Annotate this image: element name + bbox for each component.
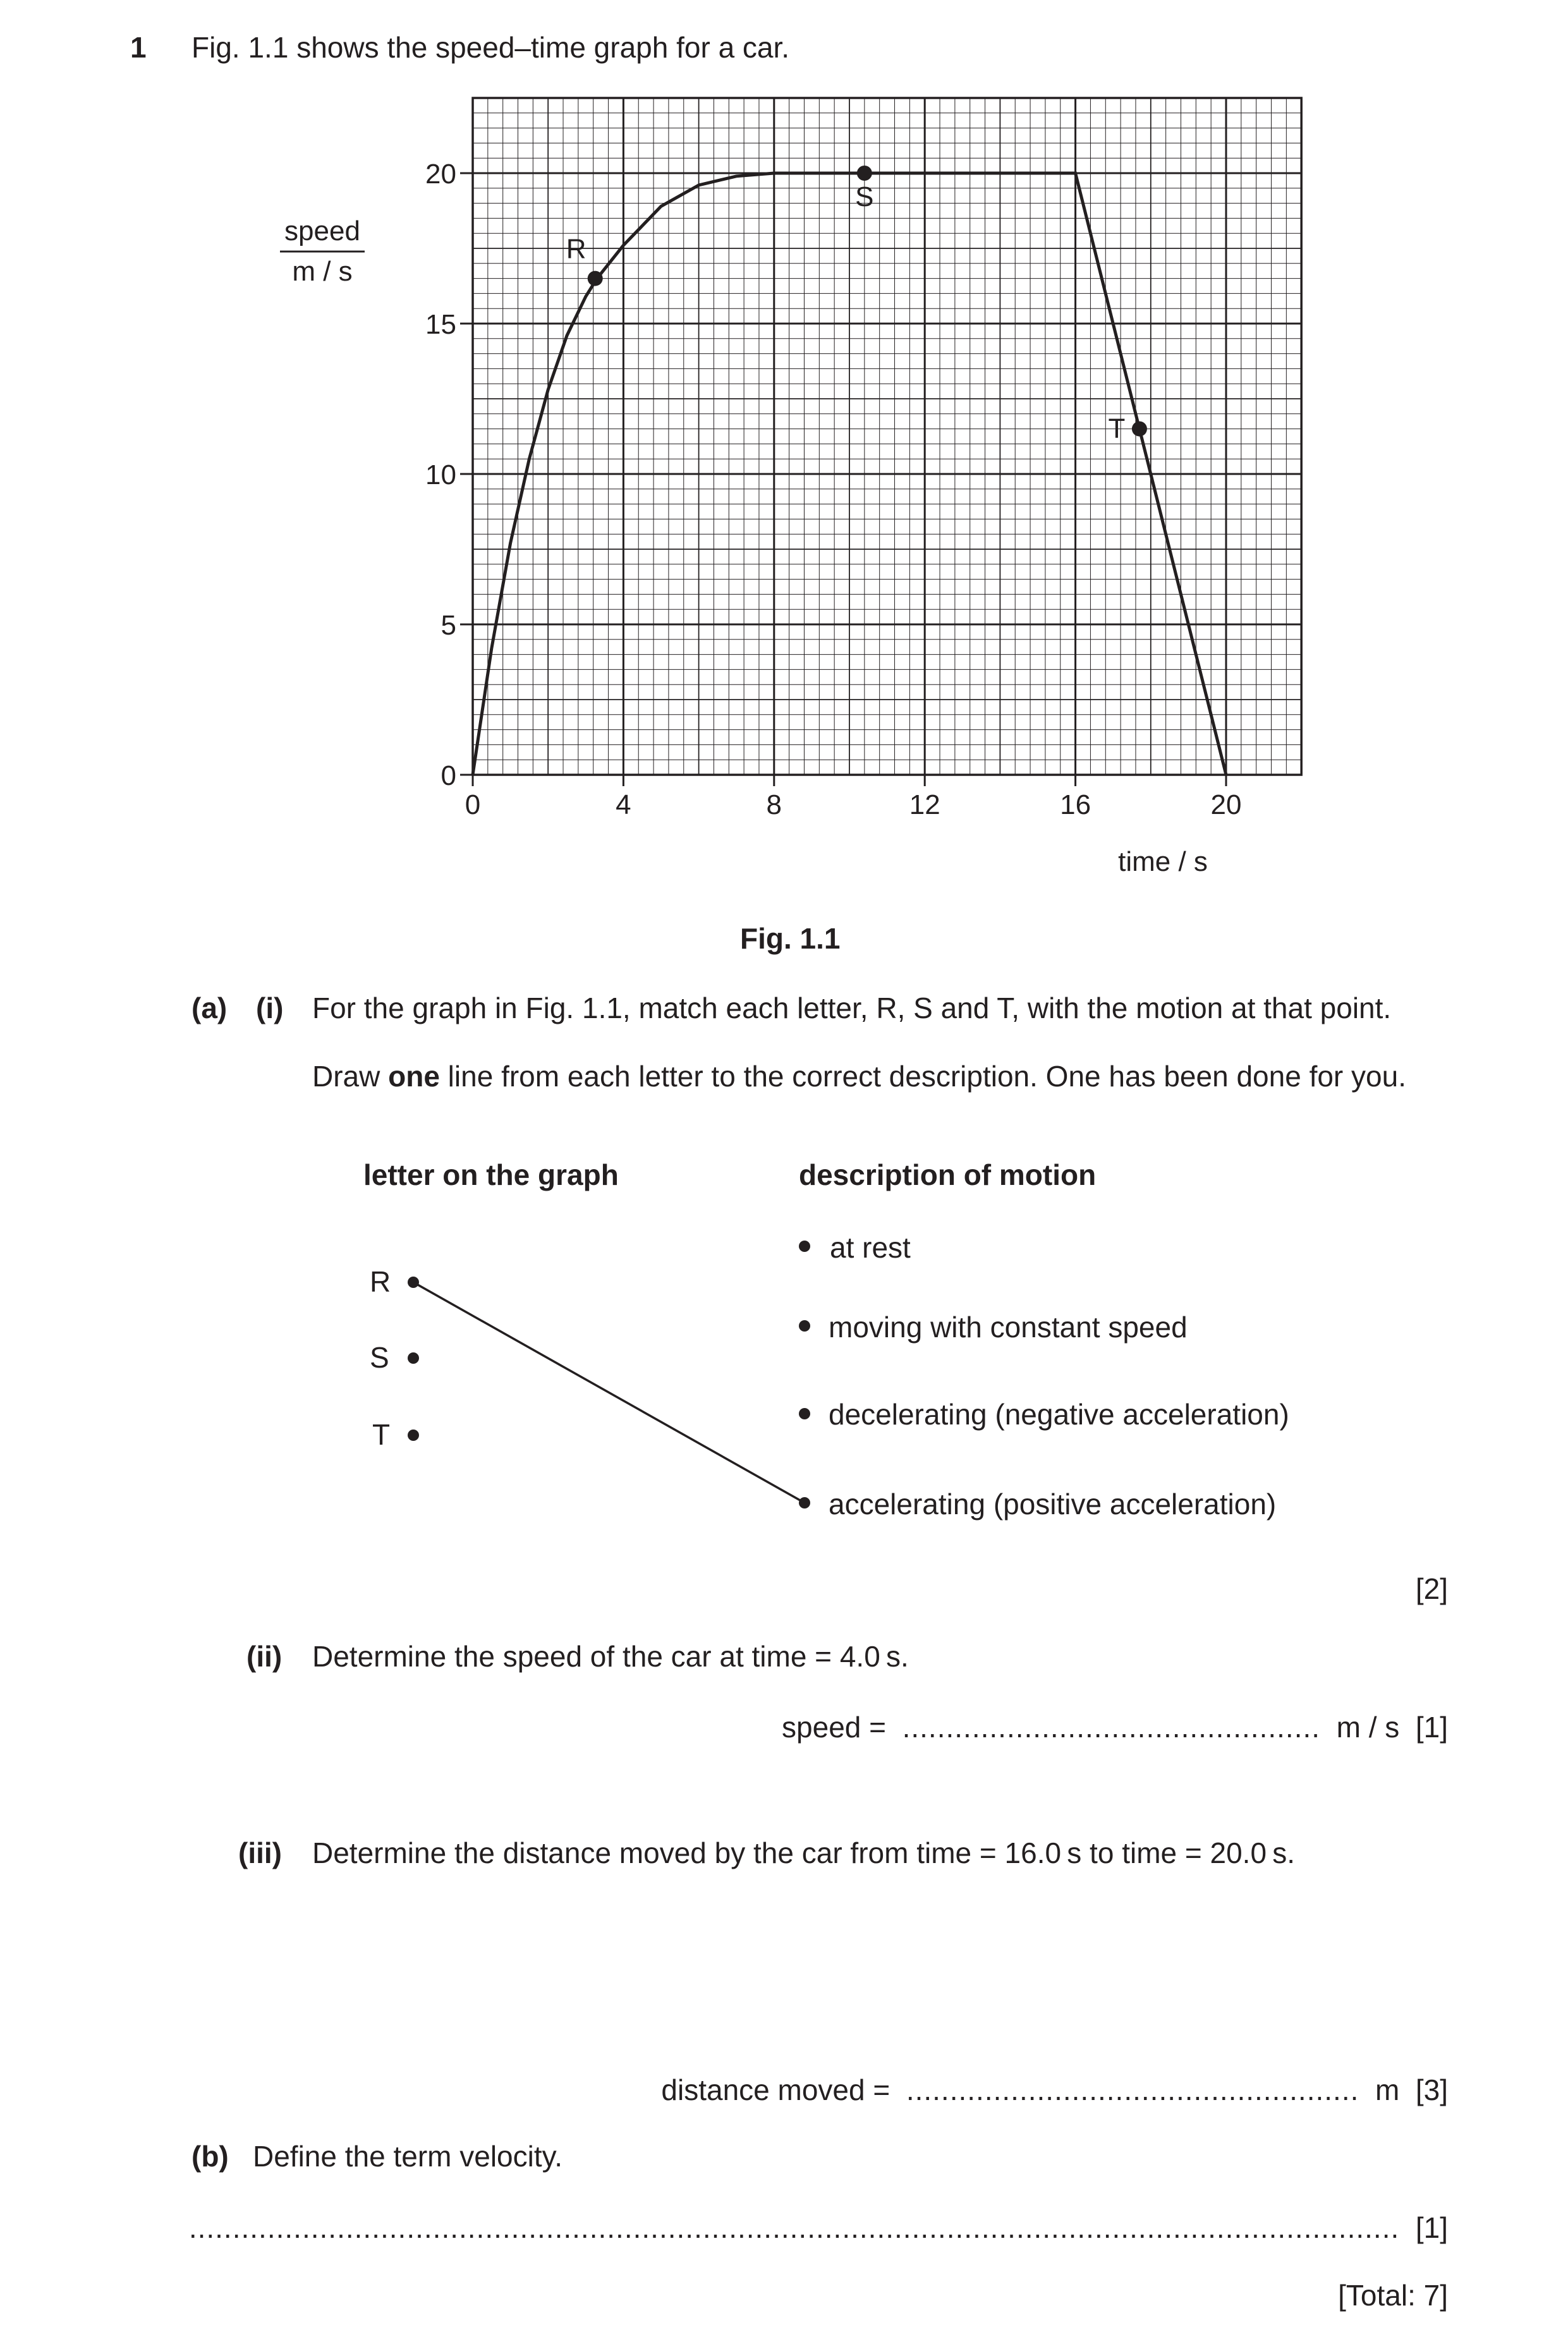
distance-answer-dots[interactable]: .................................................... <box>906 2073 1359 2106</box>
part-a-iii-label: (iii) <box>238 1836 282 1869</box>
x-tick-label: 0 <box>465 789 481 820</box>
part-a-ii-label: (ii) <box>246 1640 283 1673</box>
example-match-line <box>413 1282 805 1503</box>
x-tick-label: 20 <box>1210 789 1242 820</box>
plot-frame <box>473 98 1301 775</box>
figure-caption: Fig. 1.1 <box>740 922 841 955</box>
y-tick-label: 15 <box>425 309 456 340</box>
grid-minor <box>473 98 1301 775</box>
description-constant-speed[interactable]: moving with constant speed <box>829 1311 1188 1344</box>
desc-dot-decelerating <box>799 1408 810 1419</box>
point-label-t: T <box>1108 413 1126 444</box>
part-b-label: (b) <box>191 2140 229 2173</box>
distance-answer-label: distance moved = <box>661 2073 890 2106</box>
part-a-iii-text: Determine the distance moved by the car from time = 16.0 s to time = 20.0 s. <box>312 1836 1296 1869</box>
y-tick-label: 0 <box>441 760 456 791</box>
point-r <box>588 271 603 286</box>
part-a-ii-marks: [1] <box>1415 1711 1448 1744</box>
speed-answer-line[interactable] <box>782 1710 1448 1744</box>
description-decelerating[interactable]: decelerating (negative acceleration) <box>829 1398 1289 1431</box>
y-tick-label: 10 <box>425 459 456 490</box>
point-label-s: S <box>855 181 874 212</box>
part-a-ii-text: Determine the speed of the car at time = 4.0 s. <box>312 1640 909 1673</box>
descriptions-column-header: description of motion <box>799 1158 1097 1191</box>
part-b-marks: [1] <box>1415 2211 1448 2244</box>
point-t <box>1132 422 1147 437</box>
question-number: 1 <box>130 31 147 64</box>
letter-dot-t <box>408 1430 419 1441</box>
speed-unit: m / s <box>1336 1711 1400 1744</box>
y-tick-label: 20 <box>425 159 456 190</box>
letter-r[interactable]: R <box>370 1265 391 1298</box>
total-marks: [Total: 7] <box>1338 2279 1448 2312</box>
desc-dot-at-rest <box>799 1241 810 1252</box>
part-a-i-line1: For the graph in Fig. 1.1, match each letter, R, S and T, with the motion at that point. <box>312 992 1392 1024</box>
desc-dot-accelerating <box>799 1497 810 1509</box>
velocity-answer-line[interactable] <box>189 2211 1448 2245</box>
part-b-text: Define the term velocity. <box>253 2140 563 2173</box>
question-intro: Fig. 1.1 shows the speed–time graph for a car. <box>191 31 790 64</box>
point-label-r: R <box>566 233 586 265</box>
part-a-i-marks: [2] <box>1415 1572 1448 1605</box>
y-axis-label-unit: m / s <box>292 256 353 287</box>
letters-column-header: letter on the graph <box>363 1158 619 1191</box>
x-tick-label: 8 <box>766 789 782 820</box>
velocity-answer-dots[interactable]: ........................................................................................................................................... <box>188 2211 1400 2244</box>
description-accelerating[interactable]: accelerating (positive acceleration) <box>829 1488 1277 1521</box>
desc-dot-constant-speed <box>799 1320 810 1332</box>
distance-answer-line[interactable] <box>661 2073 1448 2107</box>
axes <box>473 98 1301 775</box>
letter-dot-s <box>408 1352 419 1364</box>
distance-unit: m <box>1375 2073 1400 2106</box>
y-tick-label: 5 <box>441 610 456 641</box>
part-a-i-line2: Draw one line from each letter to the correct description. One has been done for you. <box>312 1060 1406 1093</box>
y-axis-label-speed: speed <box>284 216 360 246</box>
letter-dot-r <box>408 1277 419 1288</box>
point-s <box>857 166 872 181</box>
speed-time-graph <box>0 0 1568 910</box>
description-at-rest[interactable]: at rest <box>830 1231 911 1264</box>
x-tick-label: 12 <box>909 789 940 820</box>
part-a-iii-marks: [3] <box>1415 2073 1448 2106</box>
speed-answer-dots[interactable]: ................................................ <box>902 1711 1321 1744</box>
matching-diagram <box>0 1201 1568 1580</box>
speed-answer-label: speed = <box>782 1711 887 1744</box>
x-tick-label: 4 <box>616 789 631 820</box>
x-axis-label: time / s <box>1118 846 1208 877</box>
x-tick-label: 16 <box>1060 789 1091 820</box>
letter-t[interactable]: T <box>372 1418 391 1451</box>
grid-major <box>473 98 1301 775</box>
letter-s[interactable]: S <box>370 1341 389 1374</box>
part-a-label: (a) <box>191 992 228 1024</box>
part-a-i-label: (i) <box>256 992 284 1024</box>
